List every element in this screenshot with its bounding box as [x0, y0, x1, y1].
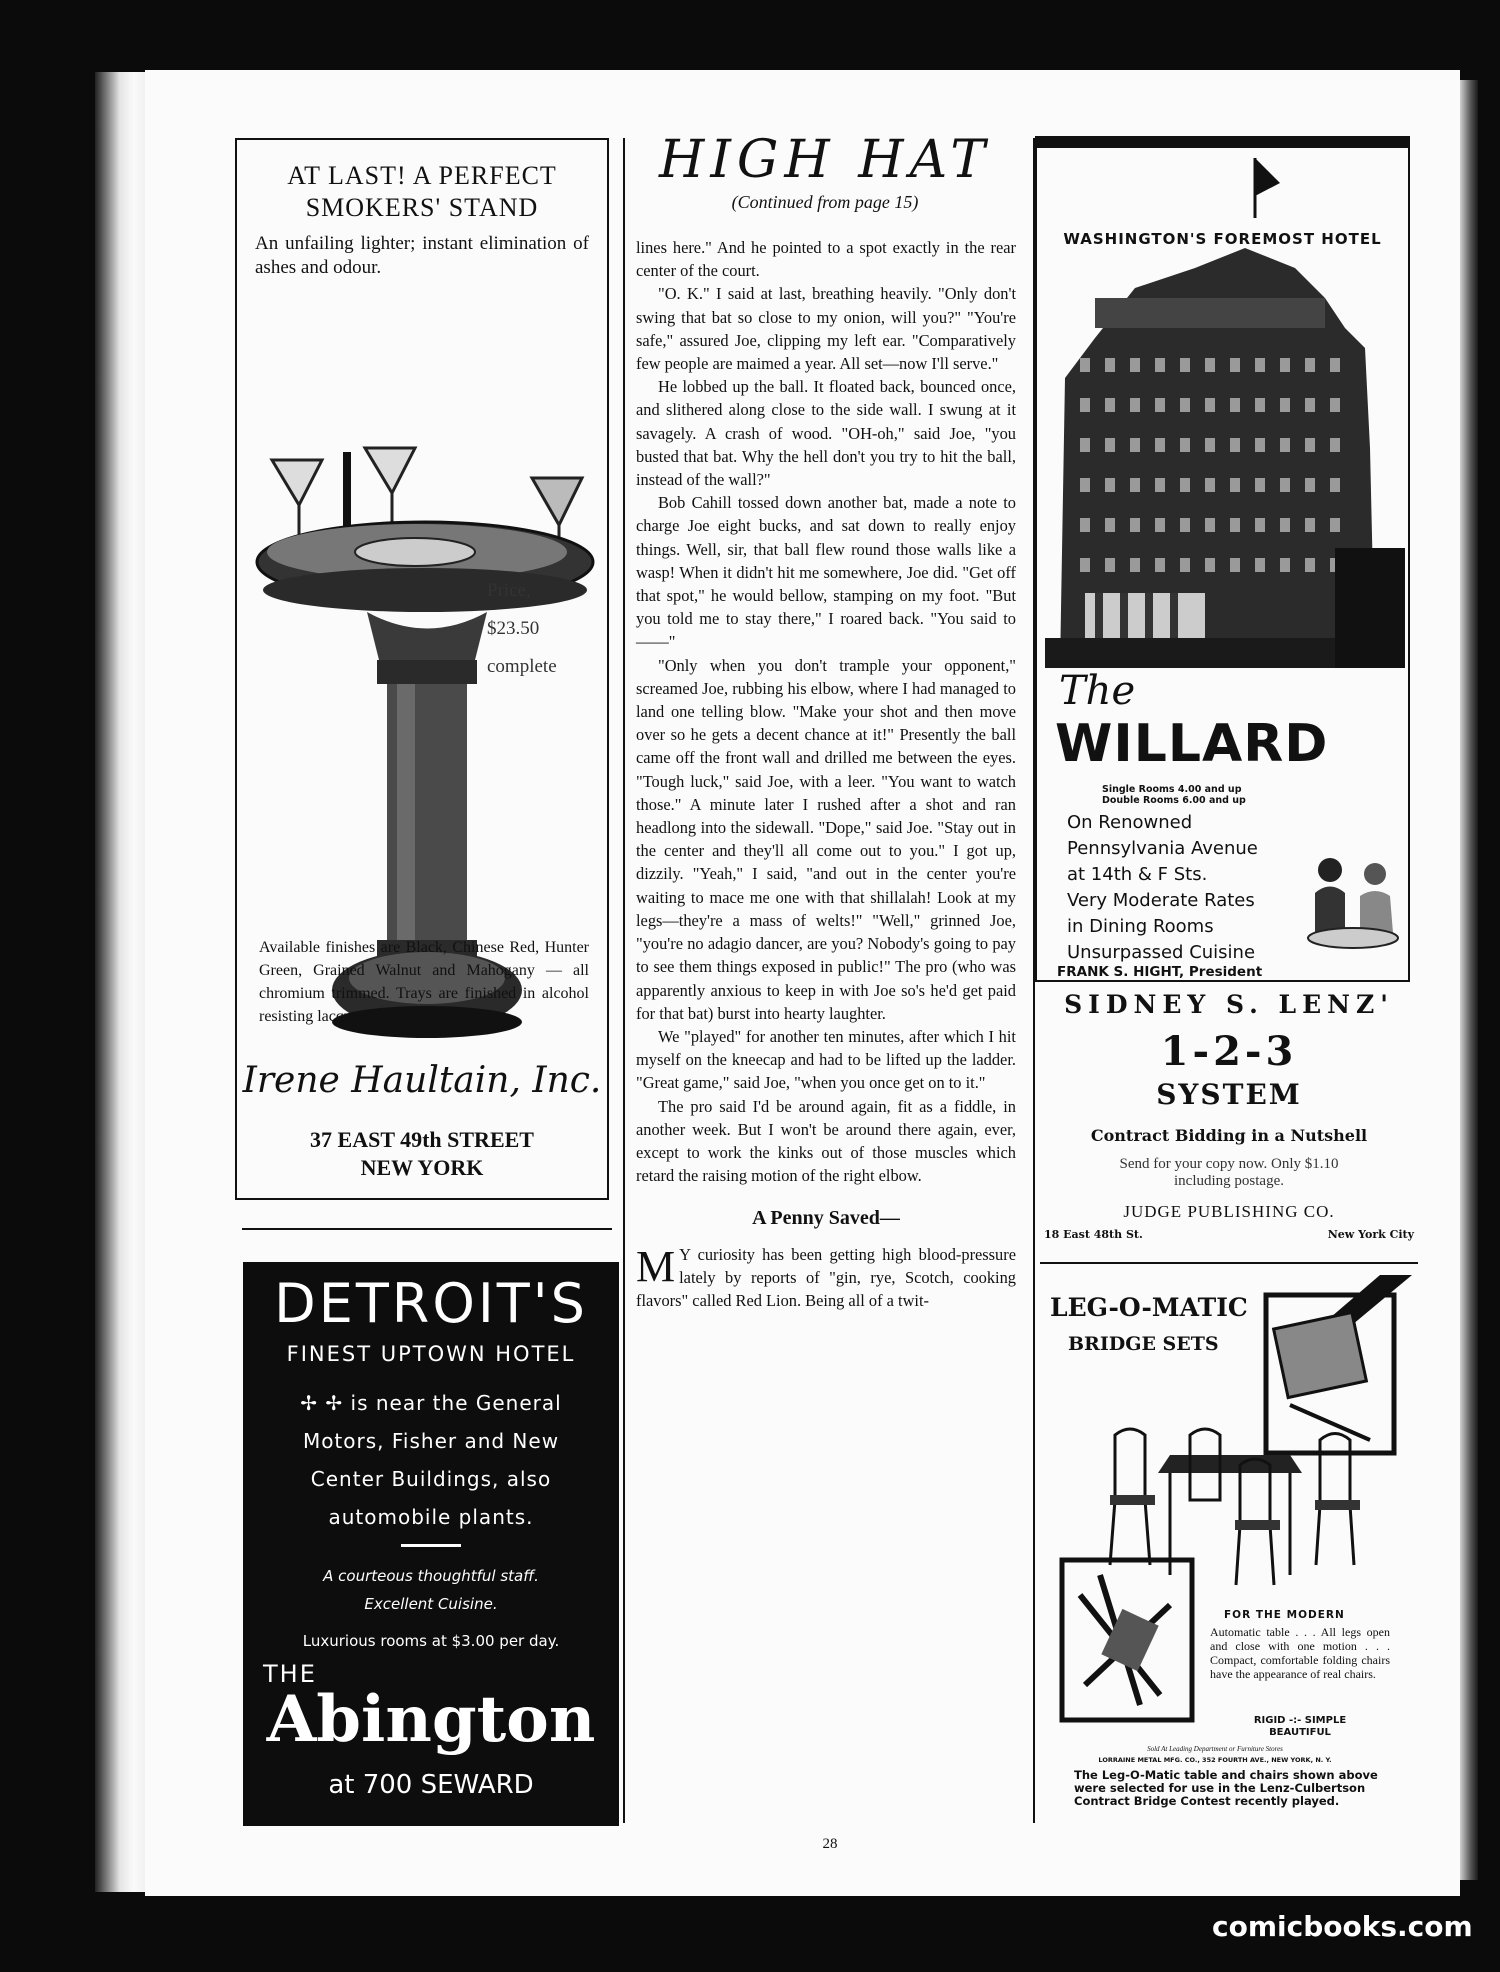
ad-title-2: SMOKERS' STAND	[305, 193, 539, 222]
lenz-street: 18 East 48th St.	[1044, 1228, 1143, 1241]
price-label: Price,	[487, 580, 531, 601]
abington-logo: Abington	[266, 1682, 596, 1757]
smokers-stand-ad	[235, 138, 609, 1200]
article-body	[636, 236, 1016, 1312]
lenz-system: SYSTEM	[1156, 1078, 1302, 1111]
book-spine	[95, 72, 150, 1892]
detroit-rooms: Luxurious rooms at $3.00 per day.	[302, 1632, 560, 1650]
price-complete: complete	[487, 656, 557, 677]
detroit-rule	[401, 1544, 461, 1547]
lenz-numbers: 1-2-3	[1160, 1028, 1298, 1075]
detroit-headline: DETROIT'S	[274, 1272, 588, 1335]
signature-logo: Irene Haultain, Inc.	[242, 1060, 602, 1101]
lenz-name: SIDNEY S. LENZ'	[1064, 990, 1394, 1019]
article-paragraph: We "played" for another ten minutes, after which I hit myself on the kneecap and had to be lifted up the ladder. "Great game," said Joe, "when you once get on to it."	[636, 1026, 1016, 1093]
legomatic-for-modern: FOR THE MODERN	[1224, 1609, 1345, 1621]
detroit-body-1: ✢ ✢ is near the General	[300, 1391, 562, 1415]
price-value: $23.50	[487, 618, 540, 639]
lenz-tagline: Contract Bidding in a Nutshell	[1090, 1126, 1368, 1145]
article-paragraph: lines here." And he pointed to a spot exactly in the rear center of the court.	[636, 238, 1016, 281]
lenz-offer-1: Send for your copy now. Only $1.10	[1119, 1156, 1339, 1172]
address-city: NEW YORK	[360, 1155, 484, 1180]
willard-top-line: WASHINGTON'S FOREMOST HOTEL	[1063, 230, 1382, 248]
article-paragraph: Bob Cahill tossed down another bat, made a note to charge Joe eight bucks, and sat down to really enjoy things. Well, sir, that ball flew round those walls like a wasp! When it didn't hit me somewhere, Joe did. "Get off that spot," he would bellow, stamping on my foot. "But you told me to stay there," I roared back. "You said to——"	[636, 493, 1016, 652]
dining-couple-illustration	[1305, 848, 1405, 958]
address-street: 37 EAST 49th STREET	[310, 1127, 534, 1152]
leg-o-matic-ad	[1040, 1275, 1420, 1835]
ad-title: AT LAST! A PERFECT	[287, 161, 557, 190]
watermark: comicbooks.com	[1212, 1910, 1473, 1943]
legomatic-sold: Sold At Leading Department or Furniture Stores	[1147, 1745, 1283, 1753]
lenz-divider	[1040, 1262, 1418, 1264]
abington-hotel-ad	[243, 1262, 619, 1826]
ad-subtitle: An unfailing lighter; instant elimination of ashes and odour.	[255, 233, 589, 278]
article-title: HIGH HAT	[658, 130, 992, 190]
finishes-text: Available finishes are Black, Chinese Red, Hunter Green, Grained Walnut and Mahogany — all chromium trimmed. Trays are finished in alcohol resisting lacquer.	[259, 939, 589, 1025]
detroit-body-3: Center Buildings, also	[310, 1467, 552, 1491]
legomatic-maker: LORRAINE METAL MFG. CO., 352 FOURTH AVE., NEW YORK, N. Y.	[1098, 1756, 1332, 1764]
willard-double-rate: Double Rooms 6.00 and up	[1102, 795, 1246, 806]
article-paragraph: The pro said I'd be around again, fit as a fiddle, in another week. But I won't be around there again, ever, except to work the kinks out of those muscles which retard the raising motion of the right elbow.	[636, 1096, 1016, 1186]
willard-line-6: Unsurpassed Cuisine	[1067, 942, 1256, 963]
legomatic-product: BRIDGE SETS	[1068, 1333, 1219, 1355]
willard-the: The	[1059, 668, 1136, 714]
drop-cap: M	[636, 1241, 676, 1291]
willard-line-2: Pennsylvania Avenue	[1067, 838, 1258, 859]
lenz-offer-2: including postage.	[1174, 1173, 1284, 1189]
legomatic-note: The Leg-O-Matic table and chairs shown above were selected for use in the Lenz-Culbertson Contract Bridge Contest recently played.	[1074, 1768, 1378, 1808]
detroit-address: at 700 SEWARD	[328, 1770, 534, 1800]
lenz-system-ad	[1040, 990, 1418, 1252]
willard-line-5: in Dining Rooms	[1067, 916, 1214, 937]
divider-rule	[242, 1228, 612, 1230]
willard-line-3: at 14th & F Sts.	[1067, 864, 1208, 885]
detroit-subhead: FINEST UPTOWN HOTEL	[286, 1342, 576, 1366]
detroit-the: THE	[263, 1660, 317, 1688]
article-paragraph: "Only when you don't trample your opponent," screamed Joe, rubbing his elbow, where I had managed to land one telling blow. "Make your shot and then move over so he gets a decent chance at it!" Presently the ball came off the front wall and drilled me between the eyes. "Tough luck," said Joe, with a leer. "You want to watch those." A minute later I rushed after a shot and ran headlong into the sidewall. "Dope," said Joe. "Stay out in the center and they'll all come out to you." I got up, dizzily. "Yeah," I said, "and out in the center you're waiting to mace me one with that shillalah! Look at my legs—they're a mass of welts!" "Well," grinned Joe, "you're no adagio dancer, are you? Nobody's going to pay to see them things exposed in public!" The pro (who was apparently anxious to keep in with Joe so's he'd get paid for that bat) burst into hearty laughter.	[636, 655, 1016, 1023]
willard-line-4: Very Moderate Rates	[1067, 890, 1255, 911]
continued-note: (Continued from page 15)	[731, 192, 919, 212]
column-rule-left	[623, 138, 625, 1823]
article-paragraph: He lobbed up the ball. It floated back, bounced once, and slithered along close to the side wall. I swung at it savagely. A crash of wood. "OH-oh," said Joe, "you busted that bat. Why the hell don't you try to hit the ball, instead of the wall?"	[636, 377, 1016, 490]
willard-single-rate: Single Rooms 4.00 and up	[1102, 784, 1242, 795]
willard-logo: WILLARD	[1055, 714, 1329, 774]
detroit-body-4: automobile plants.	[328, 1505, 534, 1529]
detroit-staff-1: A courteous thoughtful staff.	[323, 1567, 539, 1585]
page-edge	[1460, 80, 1478, 1880]
lenz-publisher: JUDGE PUBLISHING CO.	[1123, 1202, 1335, 1221]
page-number: 28	[822, 1836, 838, 1852]
willard-line-1: On Renowned	[1067, 812, 1193, 833]
willard-hotel-ad	[1035, 136, 1410, 982]
legomatic-description: Automatic table . . . All legs open and close with one motion . . . Compact, comfortable folding chairs have the appearance of real chairs.	[1210, 1625, 1390, 1681]
detroit-body-2: Motors, Fisher and New	[302, 1429, 560, 1453]
section-text: Y curiosity has been getting high blood-pressure lately by reports of "gin, rye, Scotch, cooking flavors" called Red Lion. Being all of a twit-	[636, 1244, 1016, 1310]
section-title: A Penny Saved—	[752, 1207, 900, 1230]
willard-building-illustration	[1045, 148, 1405, 668]
legomatic-slogan: RIGID -:- SIMPLE BEAUTIFUL	[1253, 1715, 1347, 1738]
lenz-city: New York City	[1327, 1228, 1414, 1241]
willard-president: FRANK S. HIGHT, President	[1057, 964, 1263, 980]
article-paragraph: "O. K." I said at last, breathing heavily. "Only don't swing that bat so close to my onion, will you?" "You're safe," assured Joe, clipping my left ear. "Comparatively few people are maimed a year. All set—now I'll serve."	[636, 284, 1016, 374]
legomatic-brand: LEG-O-MATIC	[1050, 1293, 1248, 1322]
detroit-staff-2: Excellent Cuisine.	[364, 1595, 498, 1613]
